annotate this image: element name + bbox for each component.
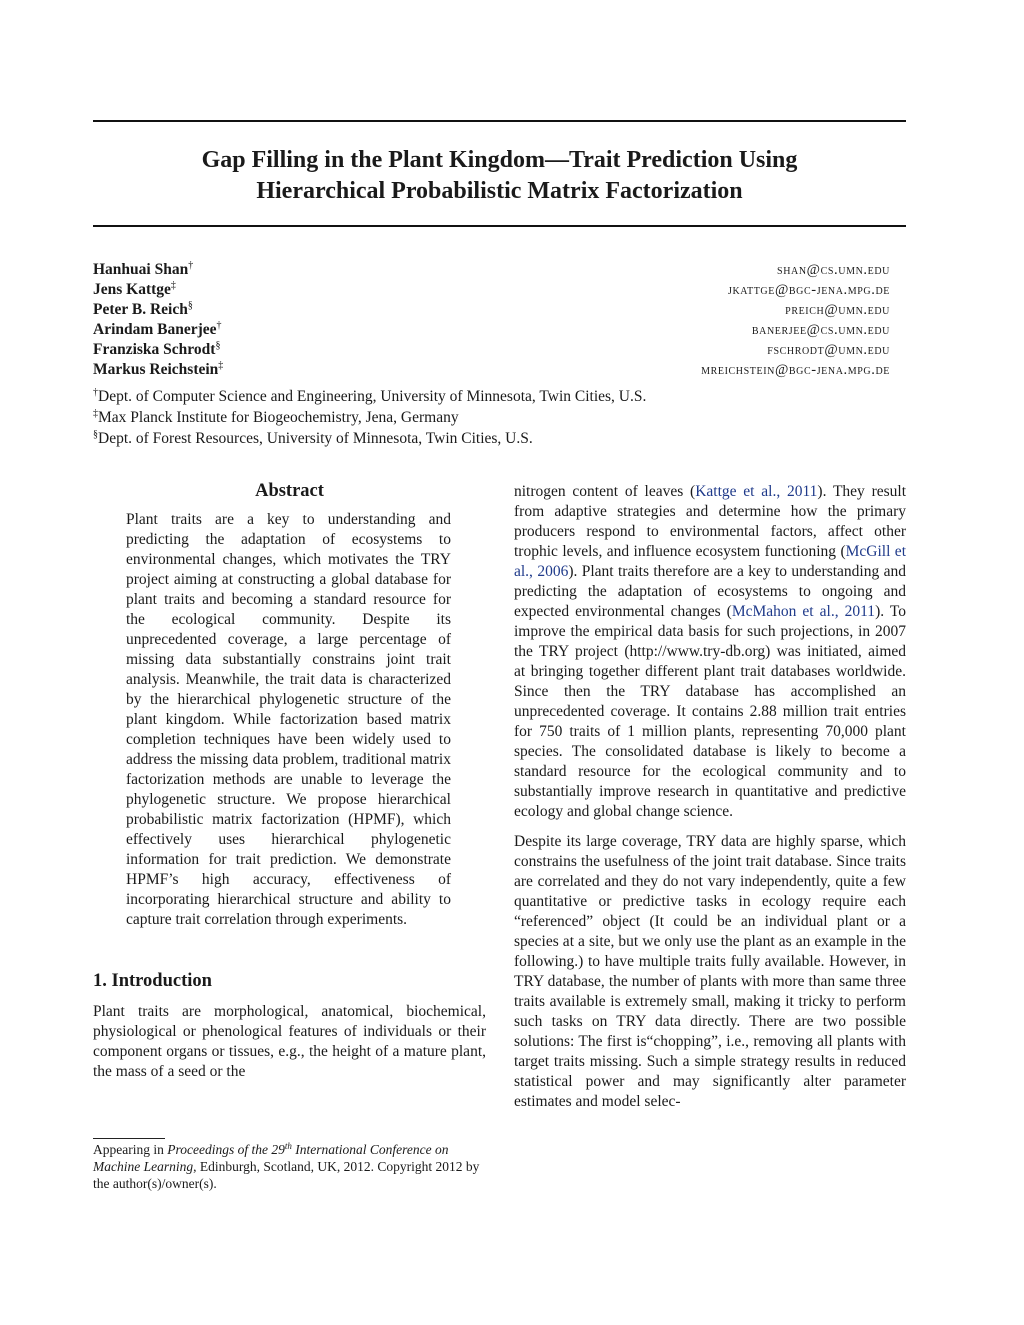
author-row — [93, 261, 890, 281]
author-email[interactable]: shan@cs.umn.edu — [777, 262, 890, 278]
author-email[interactable]: mreichstein@bgc-jena.mpg.de — [701, 362, 890, 378]
title-rule-bottom — [93, 225, 906, 227]
intro-paragraph-continued: nitrogen content of leaves (Kattge et al., 2011). They result from adaptive strategies and determine how the primary producers respond to environmental factors, affect other trophic levels, and influence ecosystem functioning (McGill et al., 2006). Plant traits therefore are a key to understanding and predicting the adaptation of ecosystems to ongoing and expected environmental changes (McMahon et al., 2011). To improve the empirical data basis for such projections, in 2007 the TRY project (http://www.try-db.org) was initiated, aimed at bringing together different plant trait databases worldwide. Since then the TRY database has accomplished an unprecedented coverage. It contains 2.88 million trait entries for 750 traits of 1 million plants, representing 70,000 plant species. The consolidated database is likely to become a standard resource for the ecological community and to substantially improve research in quantitative and predictive ecology and global change science. — [514, 483, 907, 820]
author-name: Jens Kattge‡ — [93, 280, 176, 298]
citation-link[interactable]: McMahon et al., 2011 — [731, 603, 876, 620]
abstract-heading: Abstract — [255, 481, 324, 501]
author-row — [93, 341, 890, 361]
author-name: Markus Reichstein‡ — [93, 360, 224, 378]
footnote-rule — [93, 1138, 165, 1139]
author-email[interactable]: fschrodt@umn.edu — [767, 342, 890, 358]
author-row — [93, 321, 890, 341]
title-rule-top — [93, 120, 906, 122]
citation-link[interactable]: Kattge et al., 2011 — [695, 483, 818, 500]
affiliation: †Dept. of Computer Science and Engineering, University of Minnesota, Twin Cities, U.S. — [93, 387, 647, 405]
author-row — [93, 301, 890, 321]
author-name: Franziska Schrodt§ — [93, 340, 221, 358]
intro-paragraph: Plant traits are morphological, anatomical, biochemical, physiological or phenological features of individuals or their component organs or tissues, e.g., the height of a mature plant, the mass of a seed or the — [93, 1003, 486, 1080]
footnote: Appearing in Proceedings of the 29th International Conference on Machine Learning, Edinburgh, Scotland, UK, 2012. Copyright 2012 by the author(s)/owner(s). — [93, 1141, 480, 1191]
affiliation-list — [93, 386, 906, 449]
left-column — [93, 478, 486, 1082]
author-email[interactable]: preich@umn.edu — [785, 302, 890, 318]
author-list — [93, 261, 890, 381]
affiliation: §Dept. of Forest Resources, University of Minnesota, Twin Cities, U.S. — [93, 429, 533, 447]
author-name: Arindam Banerjee† — [93, 320, 222, 338]
intro-paragraph: Despite its large coverage, TRY data are highly sparse, which constrains the usefulness of the joint trait database. Since traits are correlated and they do not vary independently, quite a few quantitative or predictive tasks in ecology require each “referenced” object (It could be an individual plant or a species at a site, but we only use the plant as an example in the following.) to have multiple traits fully available. However, in TRY database, the number of plants with more than same three traits available is extremely small, making it tricky to perform such tasks on TRY data directly. There are two possible solutions: The first is“chopping”, i.e., removing all plants with target traits missing. Such a simple strategy results in reduced statistical power and may significantly alter parameter estimates and model selec- — [514, 833, 906, 1110]
title-line-1: Gap Filling in the Plant Kingdom—Trait Prediction Using — [201, 147, 798, 173]
section-heading-introduction: 1. Introduction — [93, 971, 212, 991]
author-email[interactable]: banerjee@cs.umn.edu — [751, 322, 890, 338]
author-email[interactable]: jkattge@bgc-jena.mpg.de — [727, 282, 890, 298]
affiliation: ‡Max Planck Institute for Biogeochemistry, Jena, Germany — [93, 408, 459, 426]
abstract-body: Plant traits are a key to understanding and predicting the adaptation of ecosystems to environmental changes, which motivates the TRY project aiming at constructing a global database for plant traits and becoming a standard resource for the ecological community. Despite its unprecedented coverage, a large percentage of missing data substantially constrains joint trait analysis. Meanwhile, the trait data is characterized by the hierarchical phylogenetic structure of the plant kingdom. While factorization based matrix completion techniques have been widely used to address the missing data problem, traditional matrix factorization methods are unable to leverage the phylogenetic structure. We propose hierarchical probabilistic matrix factorization (HPMF), which effectively uses hierarchical phylogenetic information for trait prediction. We demonstrate HPMF’s high accuracy, effectiveness of incorporating hierarchical structure and ability to capture trait correlation through experiments. — [126, 511, 451, 928]
paper-title — [93, 145, 906, 207]
citation-link[interactable]: McGill et al., 2006 — [514, 543, 906, 580]
author-row — [93, 361, 890, 381]
title-line-2: Hierarchical Probabilistic Matrix Factorization — [256, 178, 743, 204]
author-row — [93, 281, 890, 301]
author-name: Hanhuai Shan† — [93, 260, 194, 278]
right-column — [514, 482, 906, 1112]
author-name: Peter B. Reich§ — [93, 300, 193, 318]
